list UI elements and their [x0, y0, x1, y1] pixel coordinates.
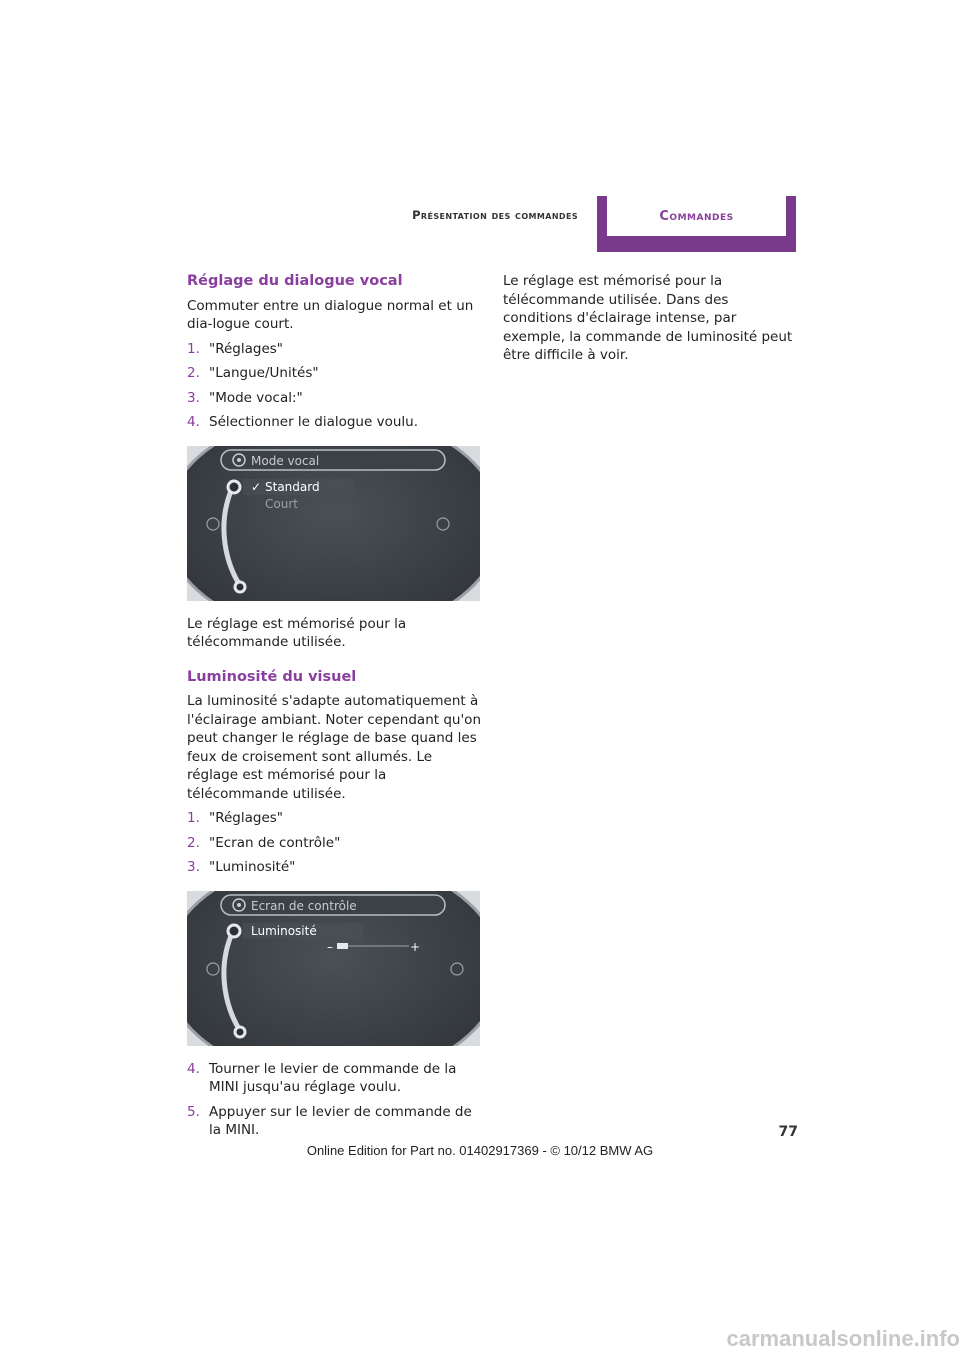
list-item: 3. "Luminosité"	[187, 859, 296, 875]
screen-figure-brightness	[187, 891, 480, 1046]
check-icon: ✓	[251, 479, 262, 494]
voice-dialog-steps	[187, 340, 482, 432]
watermark: carmanualsonline.info	[726, 1326, 960, 1351]
section-title-brightness: Luminosité du visuel	[187, 668, 357, 685]
footer-edition: Online Edition for Part no. 01402917369 - © 10/12 BMW AG	[306, 1143, 654, 1158]
section-title-voice-dialog: Réglage du dialogue vocal	[187, 273, 403, 289]
chapter-tab-label: Commandes	[607, 196, 786, 236]
list-item: 2. "Langue/Unités"	[187, 365, 319, 381]
left-column	[187, 272, 482, 1146]
list-item: 4. Sélectionner le dialogue voulu.	[187, 414, 418, 430]
page-number: 77	[778, 1124, 798, 1140]
option-court: Court	[265, 496, 298, 511]
list-item: 1. "Réglages"	[187, 340, 283, 357]
right-column	[503, 272, 799, 371]
voice-dialog-note: Le réglage est mémorisé pour la télécommande utilisée.	[187, 615, 407, 650]
list-item: 1. "Réglages"	[187, 810, 283, 826]
brightness-intro: La luminosité s'adapte automatiquement à l'éclairage ambiant. Noter cependant qu'on peut changer le réglage de base quand les feux de croisement sont allumés. Le réglage est mémorisé pour la télécommande utilisée.	[187, 693, 481, 802]
chapter-tab	[597, 196, 796, 252]
brightness-level-bar	[337, 943, 348, 949]
brightness-item: Luminosité	[251, 923, 317, 938]
section-header: Présentation des commandes	[412, 208, 578, 222]
plus-sign: +	[410, 939, 421, 954]
list-item: 3. "Mode vocal:"	[187, 389, 303, 406]
brightness-steps-continued	[187, 1060, 482, 1140]
right-column-text: Le réglage est mémorisé pour la télécommande utilisée. Dans des conditions d'éclairage intense, par exemple, la commande de luminosité peut être difficile à voir.	[503, 273, 793, 363]
menu-title: Mode vocal	[251, 453, 320, 468]
menu-title: Ecran de contrôle	[251, 898, 357, 913]
brightness-steps	[187, 809, 482, 877]
list-item: 5. Appuyer sur le levier de commande de la MINI.	[187, 1103, 472, 1138]
selector-knob	[228, 481, 240, 493]
option-standard: Standard	[265, 479, 320, 494]
minus-sign: –	[327, 939, 333, 954]
screen-figure-voice-mode	[187, 446, 480, 601]
voice-dialog-intro: Commuter entre un dialogue normal et un dia-logue court.	[187, 297, 474, 332]
selector-knob	[228, 925, 240, 937]
list-item: 4. Tourner le levier de commande de la MINI jusqu'au réglage voulu.	[187, 1060, 457, 1095]
list-item: 2. "Ecran de contrôle"	[187, 834, 341, 851]
